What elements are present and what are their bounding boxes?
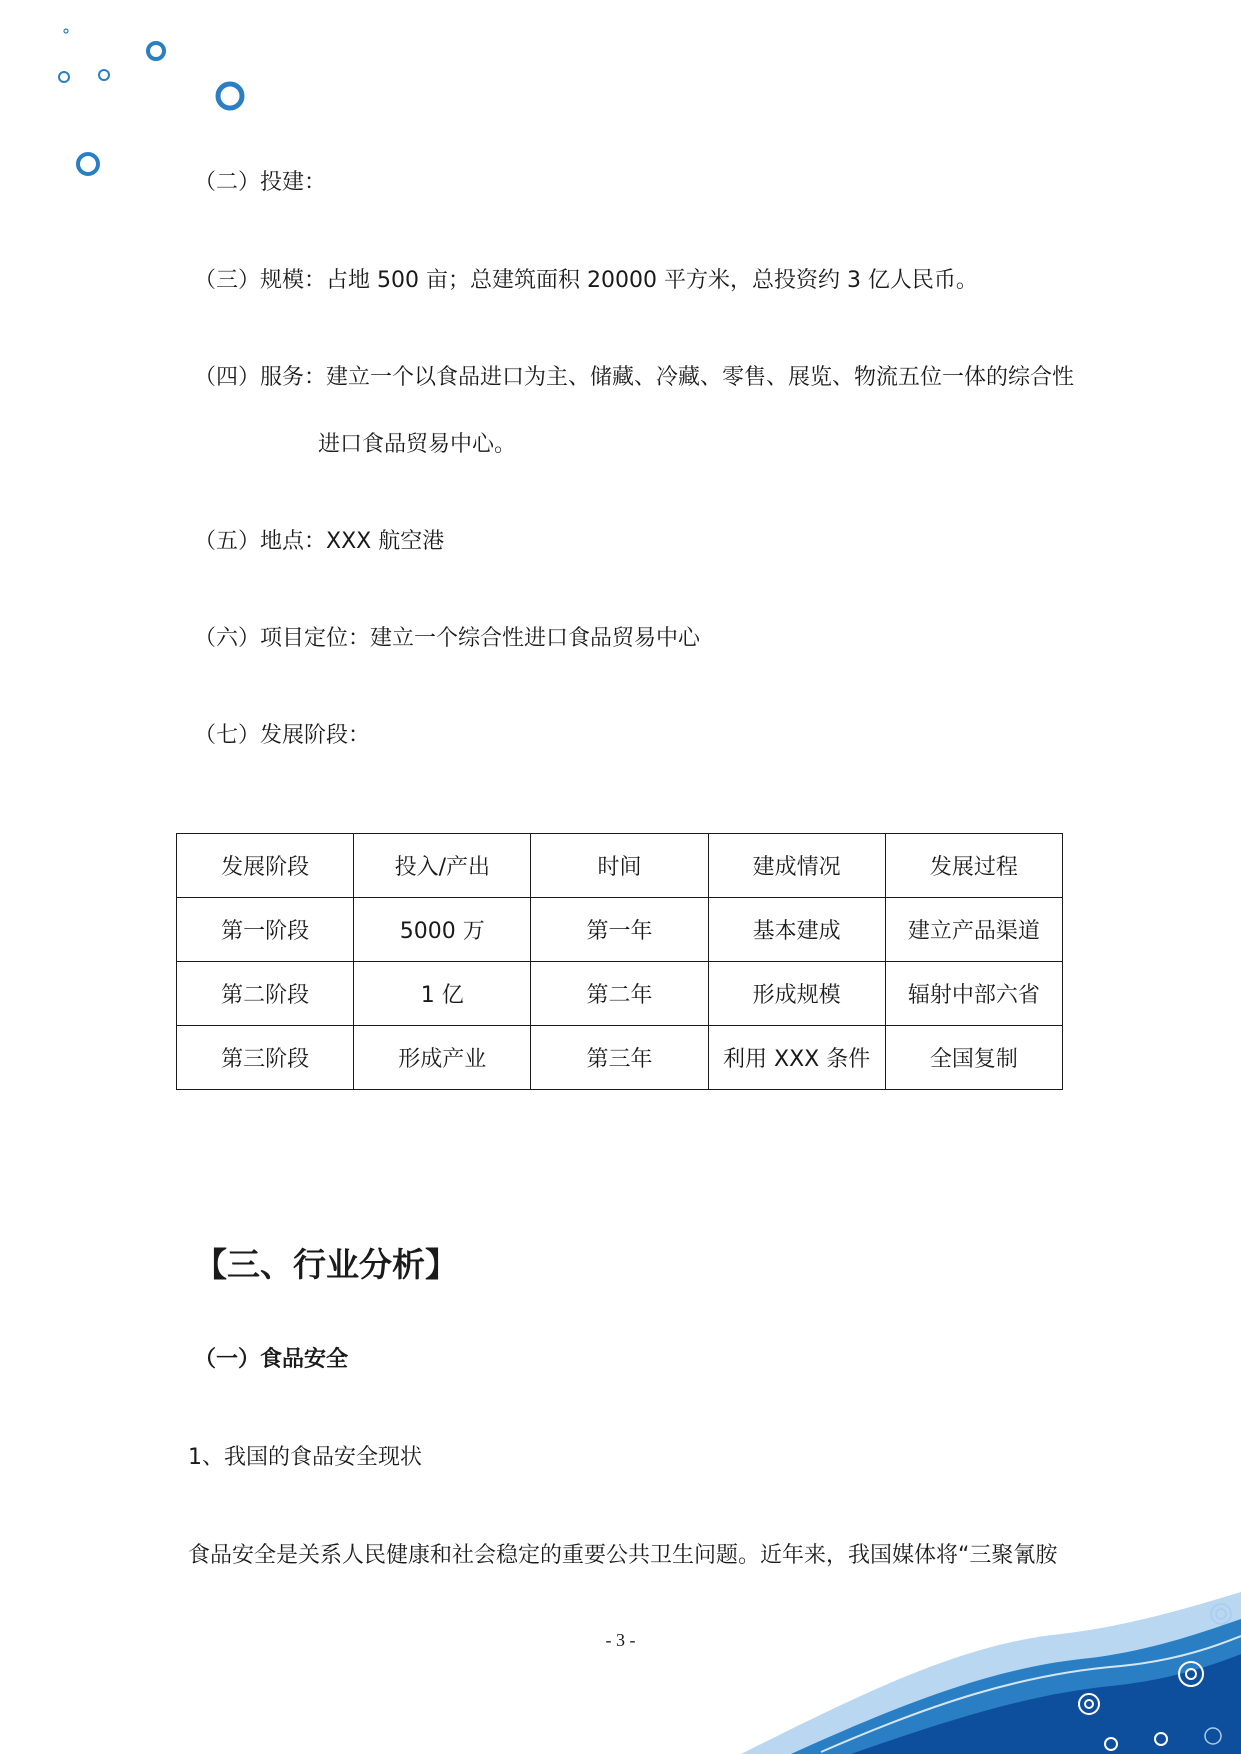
table-cell: 全国复制 [885,1026,1062,1090]
table-cell: 形成产业 [354,1026,531,1090]
page-number: - 3 - [605,1630,636,1650]
table-cell: 第三阶段 [177,1026,354,1090]
subsection-heading: （一）食品安全 [194,1347,349,1372]
table-row [177,1026,1063,1090]
table-cell: 第二阶段 [177,962,354,1026]
table-header-cell: 建成情况 [708,834,885,898]
item-scale: （三）规模：占地 500 亩；总建筑面积 20000 平方米，总投资约 3 亿人民币。 [194,268,978,293]
table-cell: 形成规模 [708,962,885,1026]
development-stages-table [176,833,1063,1090]
table-cell: 1 亿 [354,962,531,1026]
section-heading: 【三、行业分析】 [194,1245,458,1284]
point-heading: 1、我国的食品安全现状 [188,1445,422,1470]
table-header-cell: 投入/产出 [354,834,531,898]
item-service-continued: 进口食品贸易中心。 [318,432,517,457]
table-cell: 第一阶段 [177,898,354,962]
item-stages: （七）发展阶段： [194,723,371,748]
body-paragraph: 食品安全是关系人民健康和社会稳定的重要公共卫生问题。近年来，我国媒体将“三聚氰胺 [188,1543,1058,1568]
item-investor: （二）投建： [194,170,327,195]
item-positioning: （六）项目定位：建立一个综合性进口食品贸易中心 [194,626,701,651]
item-service: （四）服务：建立一个以食品进口为主、储藏、冷藏、零售、展览、物流五位一体的综合性 [194,365,1075,390]
table-header-row [177,834,1063,898]
item-location: （五）地点：XXX 航空港 [194,529,445,554]
table-cell: 5000 万 [354,898,531,962]
table-cell: 利用 XXX 条件 [708,1026,885,1090]
table-header-cell: 发展阶段 [177,834,354,898]
table-cell: 第二年 [531,962,708,1026]
table-cell: 第一年 [531,898,708,962]
table-cell: 基本建成 [708,898,885,962]
table-cell: 辐射中部六省 [885,962,1062,1026]
table-header-cell: 发展过程 [885,834,1062,898]
table-cell: 第三年 [531,1026,708,1090]
table-cell: 建立产品渠道 [885,898,1062,962]
wave-decoration [701,1574,1241,1754]
table-header-cell: 时间 [531,834,708,898]
table-row [177,898,1063,962]
table-row [177,962,1063,1026]
